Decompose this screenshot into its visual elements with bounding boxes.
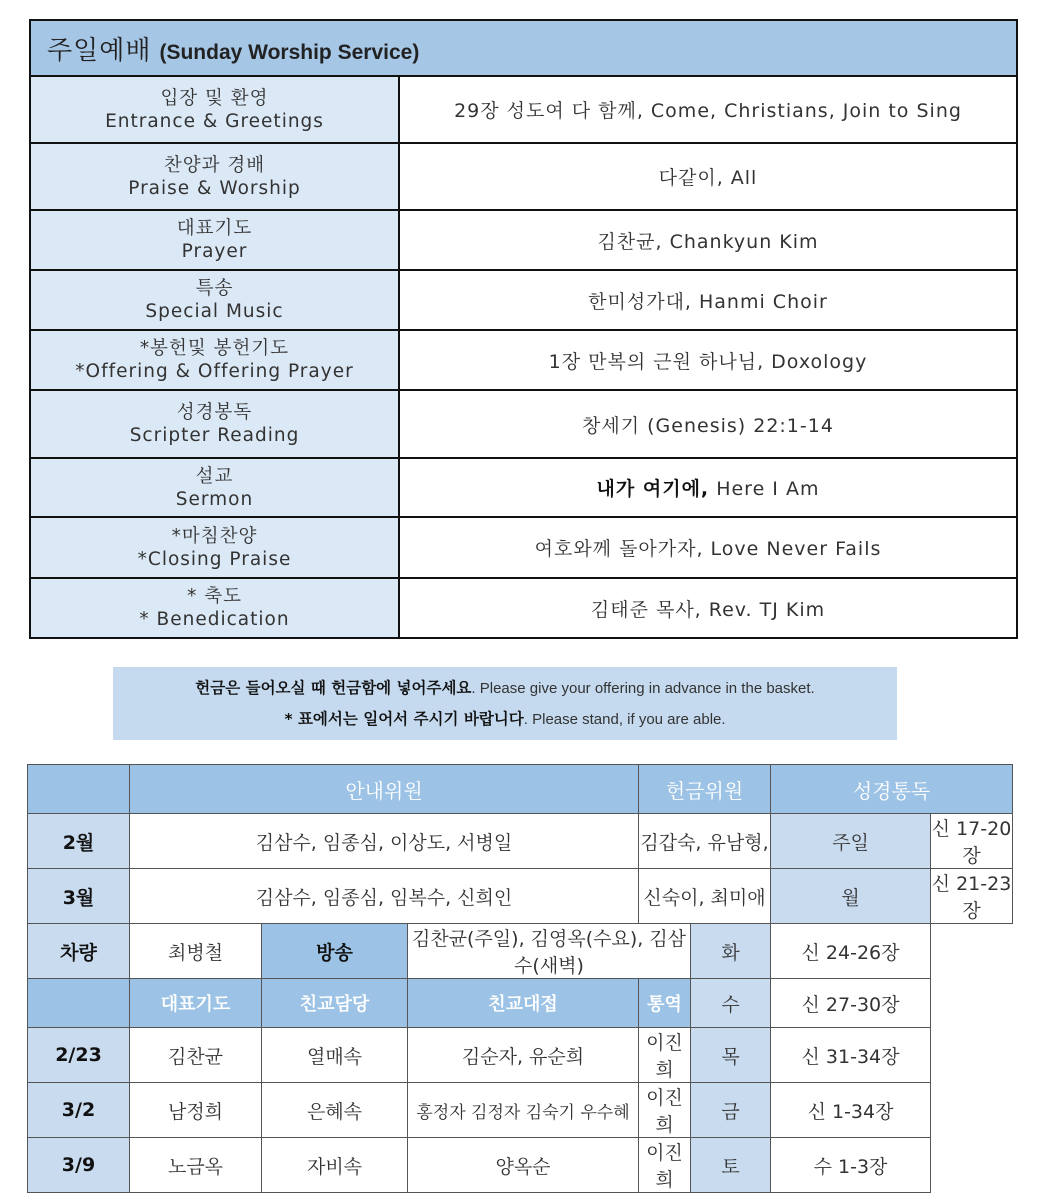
month-label: 2월 [28,814,130,869]
day-label: 목 [691,1028,771,1083]
notice-line-1-en: . Please give your offering in advance in the basket. [471,680,815,697]
hosting-header: 친교대접 [408,979,639,1028]
hosting-names: 김순자, 유순희 [408,1028,639,1083]
offering-names: 신숙이, 최미애 [639,869,771,924]
service-row [30,143,1017,210]
week-date: 3/9 [28,1138,130,1193]
label-kr: 설교 [195,465,234,487]
month-label: 3월 [28,869,130,924]
label-en: Entrance & Greetings [105,110,324,132]
ushers-names: 김삼수, 임종심, 이상도, 서병일 [130,814,639,869]
service-title-kr: 주일예배 [47,35,152,66]
week-date: 3/2 [28,1083,130,1138]
service-title-en: (Sunday Worship Service) [159,40,420,64]
week-row [28,1138,1013,1193]
day-label: 토 [691,1138,771,1193]
service-row [30,458,1017,517]
reading: 신 27-30장 [771,979,931,1028]
schedule-subheader-row [28,979,1013,1028]
interpret-header: 통역 [639,979,691,1028]
notice-line-2 [113,704,897,735]
fellowship-name: 열매속 [262,1028,408,1083]
schedule-header-row [28,765,1013,814]
interpret-name: 이진희 [639,1083,691,1138]
label-kr: 성경봉독 [176,402,253,423]
reading: 신 1-34장 [771,1083,931,1138]
day-label: 금 [691,1083,771,1138]
label-kr: 찬양과 경배 [163,154,266,176]
service-value: 한미성가대, Hanmi Choir [399,270,1017,330]
fellowship-name: 은혜속 [262,1083,408,1138]
hosting-names: 홍정자 김정자 김숙기 우수혜 [408,1083,639,1138]
label-en: Special Music [145,301,284,322]
service-label [30,458,399,517]
service-label [30,578,399,638]
prayer-name: 남정희 [130,1083,262,1138]
label-kr: * 축도 [187,586,242,607]
service-row [30,578,1017,638]
day-label: 화 [691,924,771,979]
service-value: 김찬균, Chankyun Kim [399,210,1017,270]
notice-line-2-kr: * 표에서는 일어서 주시기 바랍니다 [284,710,524,728]
ushers-names: 김삼수, 임종심, 임복수, 신희인 [130,869,639,924]
day-label: 수 [691,979,771,1028]
service-value: 김태준 목사, Rev. TJ Kim [399,578,1017,638]
service-label [30,76,399,143]
car-driver: 최병철 [130,924,262,979]
sermon-title-en: Here I Am [716,478,820,500]
service-order-table [29,19,1018,639]
service-label [30,517,399,578]
schedule-table [27,764,1013,1193]
service-value: 1장 만복의 근원 하나님, Doxology [399,330,1017,390]
reading: 수 1-3장 [771,1138,931,1193]
service-value [399,458,1017,517]
service-value: 다같이, All [399,143,1017,210]
hosting-names: 양옥순 [408,1138,639,1193]
label-kr: *봉헌및 봉헌기도 [139,338,290,359]
label-en: Sermon [175,488,254,510]
service-label [30,390,399,458]
service-value: 여호와께 돌아가자, Love Never Fails [399,517,1017,578]
label-en: Prayer [181,241,248,262]
offering-names: 김갑숙, 유남형, [639,814,771,869]
fellowship-header: 친교담당 [262,979,408,1028]
corner-cell [28,765,130,814]
label-en: * Benedication [139,609,290,630]
service-label [30,210,399,270]
service-value: 창세기 (Genesis) 22:1-14 [399,390,1017,458]
label-en: Scripter Reading [129,425,300,446]
service-row [30,210,1017,270]
service-row [30,390,1017,458]
label-kr: 입장 및 환영 [160,87,269,109]
interpret-name: 이진희 [639,1138,691,1193]
day-label: 월 [771,869,931,924]
service-label [30,270,399,330]
week-row [28,1083,1013,1138]
day-label: 주일 [771,814,931,869]
reading: 신 17-20장 [931,814,1013,869]
schedule-row-mar [28,869,1013,924]
prayer-name: 김찬균 [130,1028,262,1083]
reading: 신 24-26장 [771,924,931,979]
fellowship-name: 자비속 [262,1138,408,1193]
service-row [30,270,1017,330]
prayer-name: 노금옥 [130,1138,262,1193]
label-kr: 특송 [195,278,234,299]
broadcast-names: 김찬균(주일), 김영옥(수요), 김삼수(새벽) [408,924,691,979]
service-row [30,330,1017,390]
label-kr: 대표기도 [176,218,253,239]
ushers-header: 안내위원 [130,765,639,814]
reading: 신 21-23장 [931,869,1013,924]
schedule-row-feb [28,814,1013,869]
week-row [28,1028,1013,1083]
notice-line-2-en: . Please stand, if you are able. [523,711,726,728]
service-label [30,143,399,210]
service-row [30,517,1017,578]
offering-notice [113,667,897,740]
notice-line-1-kr: 헌금은 들어오실 때 헌금함에 넣어주세요 [195,679,472,697]
broadcast-label: 방송 [262,924,408,979]
car-label: 차량 [28,924,130,979]
service-value: 29장 성도여 다 함께, Come, Christians, Join to Sing [399,76,1017,143]
label-en: *Offering & Offering Prayer [75,361,354,382]
sermon-title-kr: 내가 여기에, [596,478,710,500]
offering-header: 헌금위원 [639,765,771,814]
service-title [30,20,1017,76]
prayer-header: 대표기도 [130,979,262,1028]
notice-line-1 [113,673,897,704]
subheader-corner [28,979,130,1028]
label-en: Praise & Worship [128,177,301,199]
week-date: 2/23 [28,1028,130,1083]
service-label [30,330,399,390]
reading: 신 31-34장 [771,1028,931,1083]
label-kr: *마침찬양 [171,525,258,547]
bible-reading-header: 성경통독 [771,765,1013,814]
label-en: *Closing Praise [137,548,292,570]
service-row [30,76,1017,143]
schedule-row-car [28,924,1013,979]
interpret-name: 이진희 [639,1028,691,1083]
